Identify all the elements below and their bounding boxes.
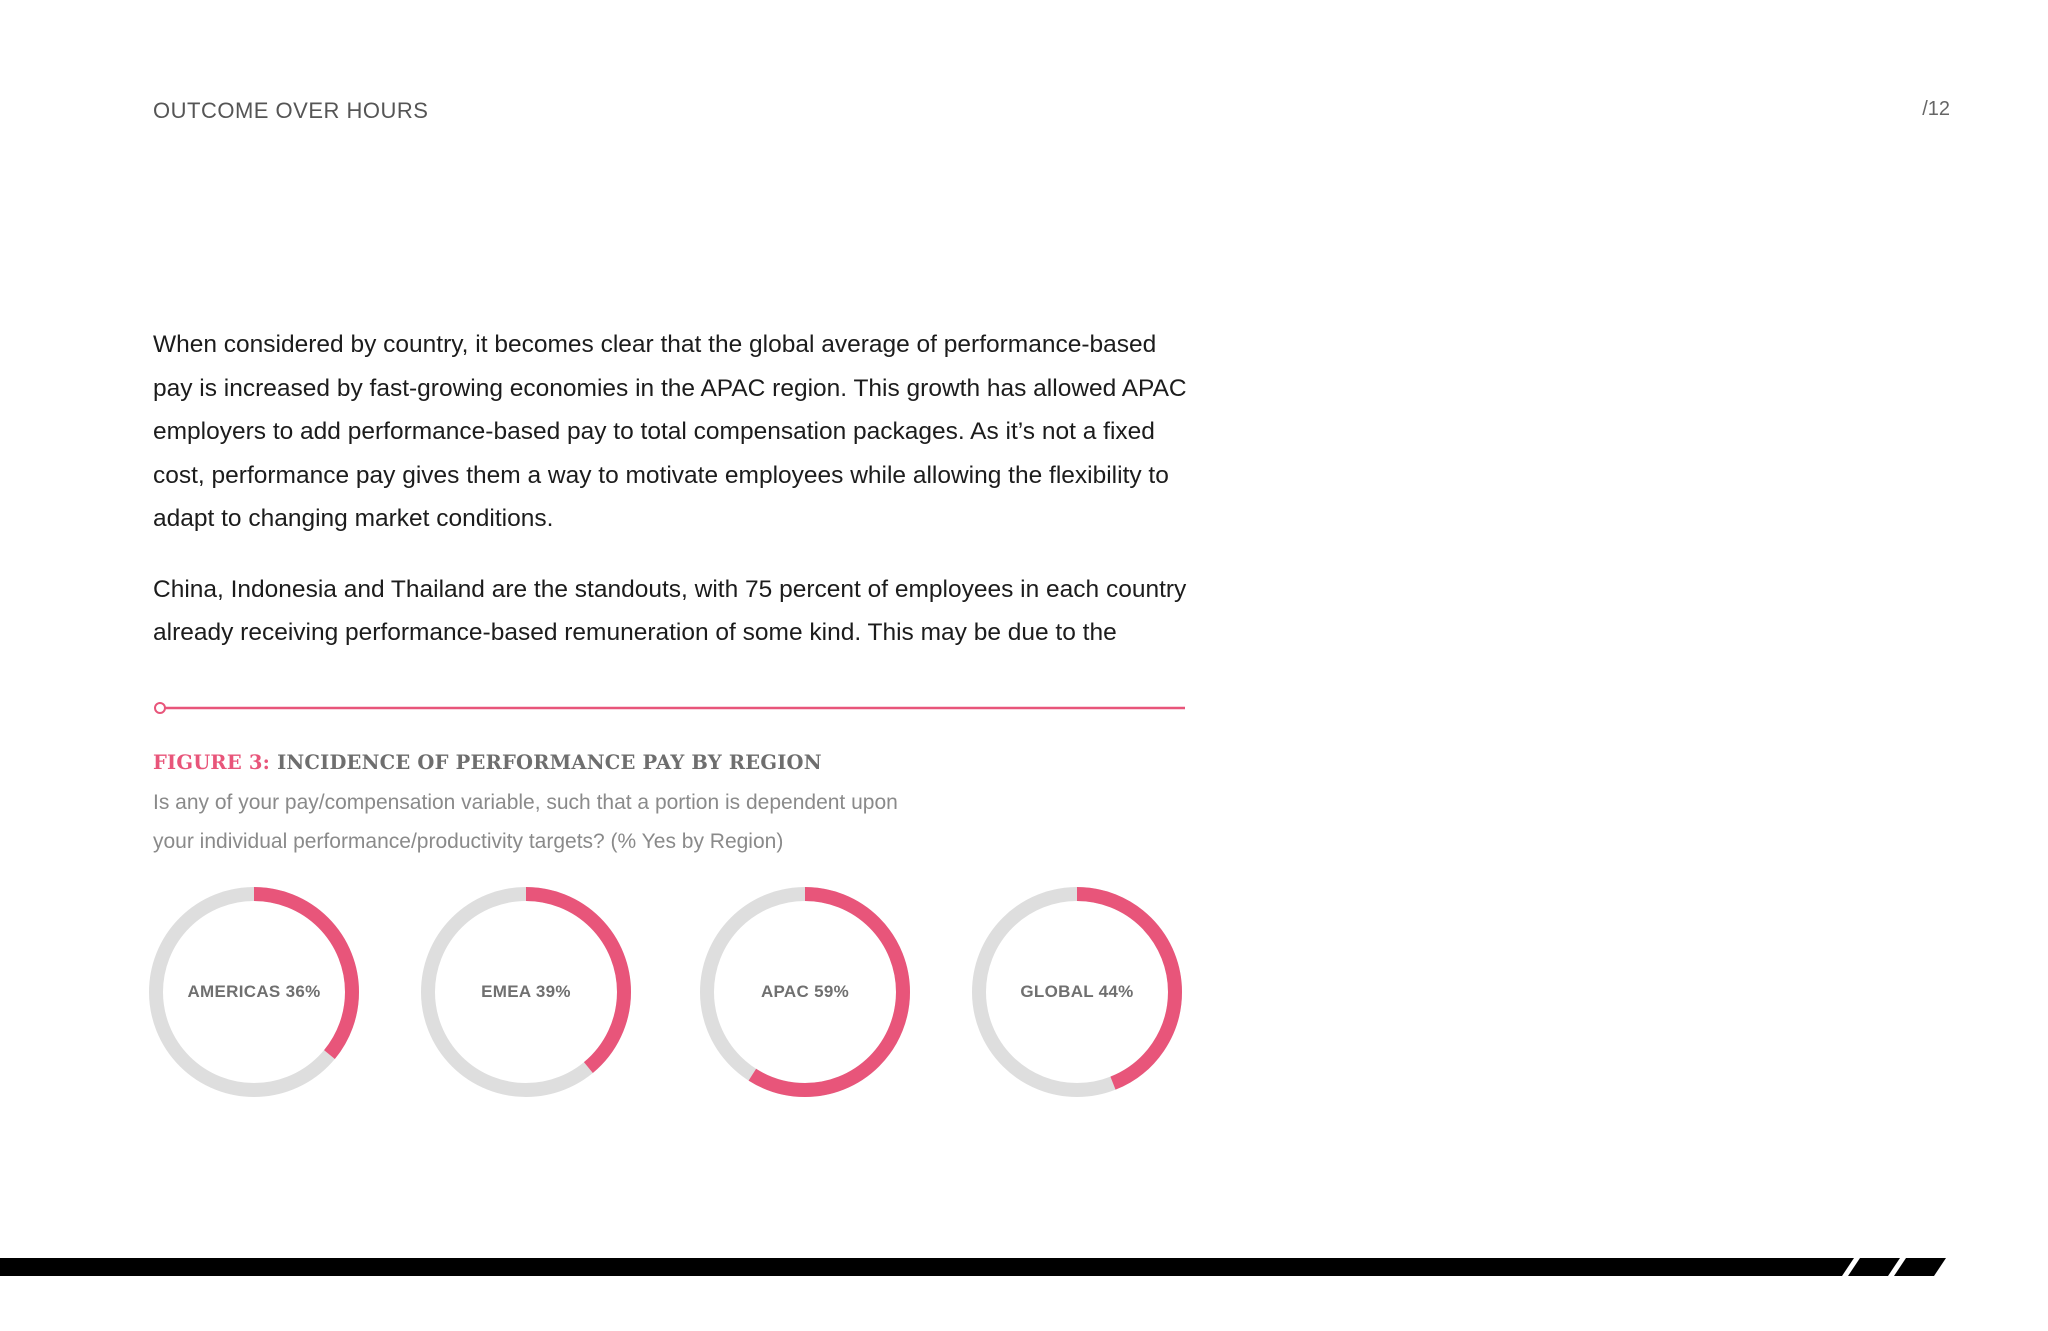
figure-title-text: INCIDENCE OF PERFORMANCE PAY BY REGION	[277, 751, 822, 774]
page-number: /12	[1922, 98, 1950, 120]
donut-label: AMERICAS 36%	[187, 982, 321, 1001]
figure-subtitle-line: Is any of your pay/compensation variable, such that a portion is dependent upon	[153, 791, 898, 814]
figure-number: FIGURE 3:	[153, 751, 271, 774]
footer-bar-segment	[1894, 1258, 1946, 1276]
paragraph: China, Indonesia and Thailand are the standouts, with 75 percent of employees in each country already receiving performance-based remuneration of some kind. This may be due to the	[153, 575, 1187, 646]
donut-global	[969, 884, 1185, 1100]
section-title: OUTCOME OVER HOURS	[153, 98, 429, 123]
donut-americas	[146, 884, 362, 1100]
donut-label: APAC 59%	[760, 982, 850, 1001]
figure-subtitle-line: your individual performance/productivity targets? (% Yes by Region)	[153, 829, 784, 853]
donut-label: EMEA 39%	[481, 982, 571, 1001]
figure-divider	[153, 701, 1185, 715]
body-text	[153, 323, 1193, 682]
footer-bar	[0, 1258, 1950, 1276]
figure-subtitle	[153, 784, 1013, 861]
donut-emea	[418, 884, 634, 1100]
figure-title	[153, 751, 822, 774]
donut-apac	[697, 884, 913, 1100]
donut-label: GLOBAL 44%	[1020, 982, 1134, 1001]
divider-node	[155, 703, 165, 713]
paragraph: When considered by country, it becomes clear that the global average of performance-based pay is increased by fast-growing economies in the APAC region. This growth has allowed APAC employers to add performance-based pay to total compensation packages. As it’s not a fixed cost, performance pay gives them a way to motivate employees while allowing the flexibility to adapt to changing market conditions.	[153, 331, 1187, 532]
footer-bar-main	[0, 1258, 1854, 1276]
footer-bar-segment	[1848, 1258, 1900, 1276]
